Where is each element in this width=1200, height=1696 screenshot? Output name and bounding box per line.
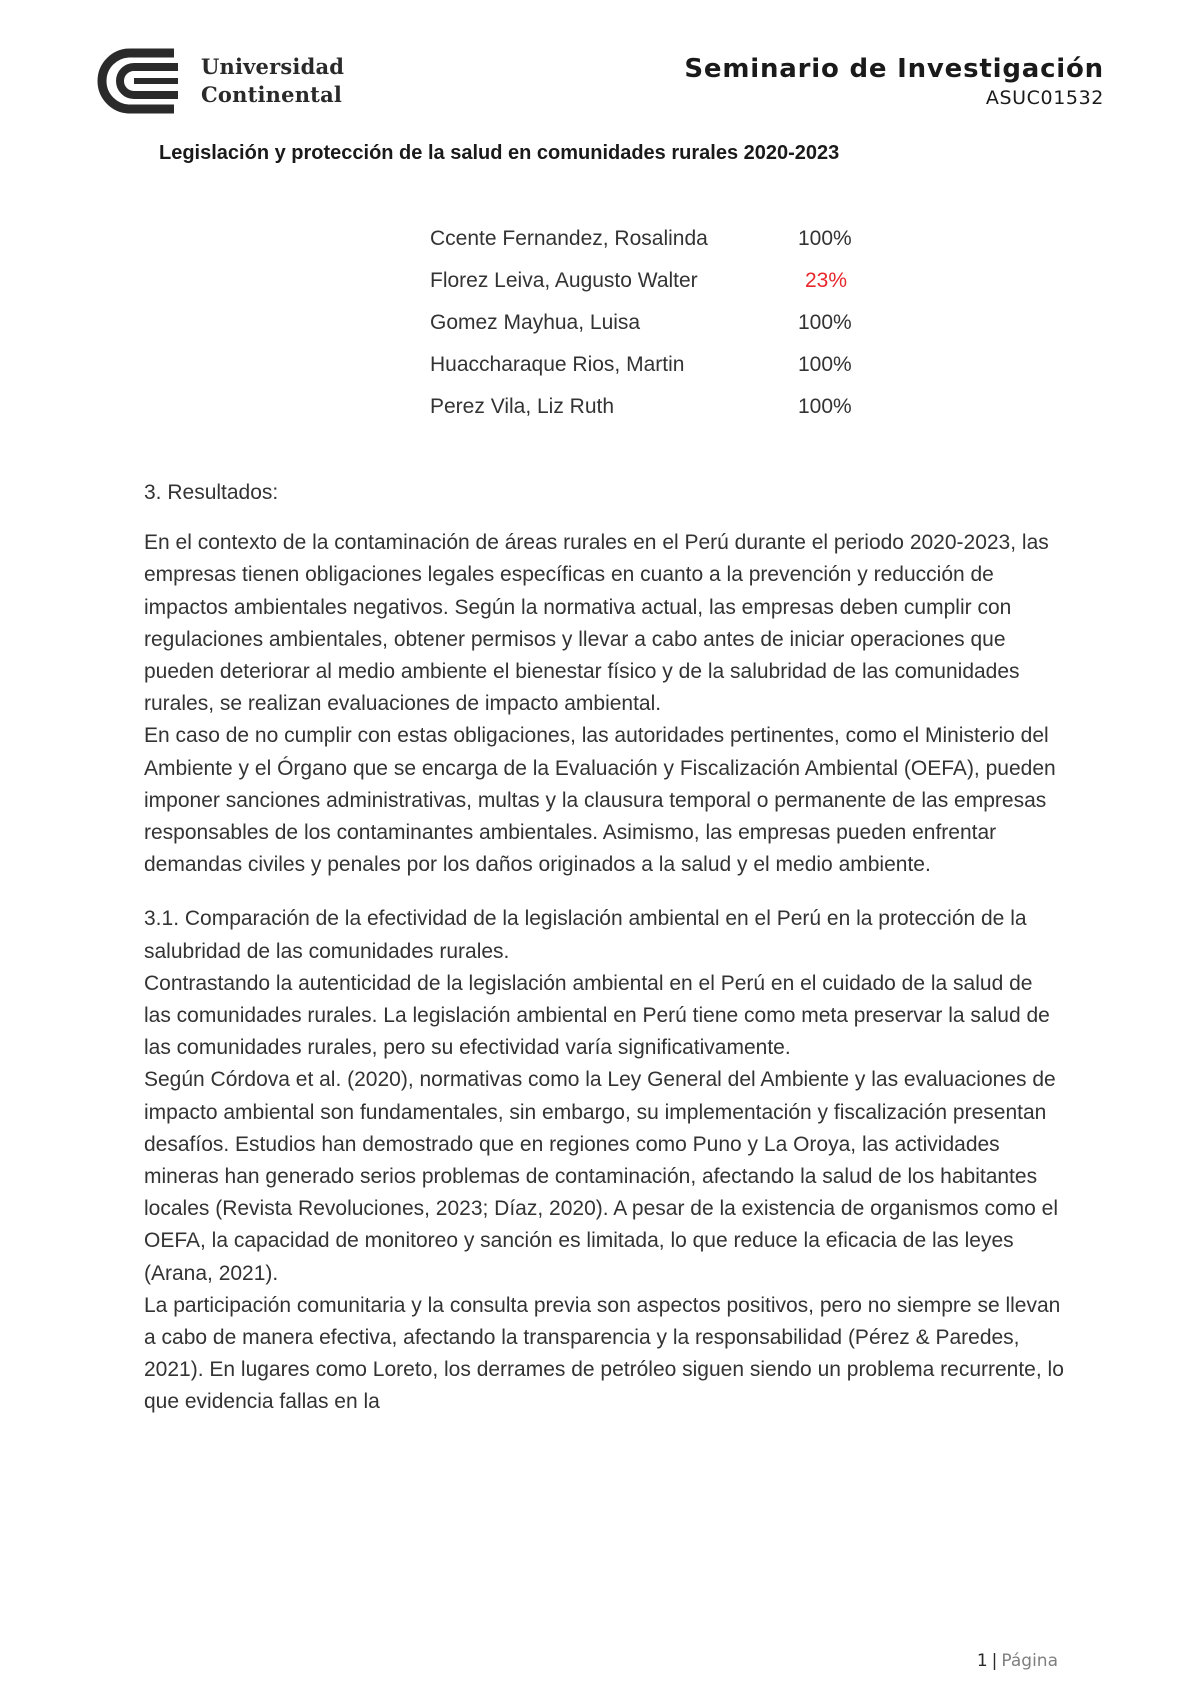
page-label: Página [1001,1651,1058,1671]
member-row [430,302,852,344]
document-body [144,477,1064,1419]
logo-line-2: Continental [201,82,343,107]
member-percent: 100% [798,227,852,250]
logo-line-1: Universidad [201,54,345,79]
paragraph-participation: La participación comunitaria y la consulta previa son aspectos positivos, pero no siempre se llevan a cabo de manera efectiva, afectando la transparencia y la responsabilidad (Pérez & Paredes, 2021). En lugares como Loreto, los derrames de petróleo siguen siendo un problema recurrente, lo que evidencia fallas en la [144,1293,1064,1414]
member-percent-highlighted: 23% [805,269,848,292]
member-percent: 100% [798,311,852,334]
logo-wordmark [201,53,344,109]
member-row [430,386,852,428]
members-table [430,218,852,428]
member-percent: 100% [798,395,852,418]
paragraph-sanctions: En caso de no cumplir con estas obligaciones, las autoridades pertinentes, como el Ministerio del Ambiente y el Órgano que se encarga de la Evaluación y Fiscalización Ambiental (OEFA), pueden imponer sanciones administrativas, multas y la clausura temporal o permanente de las empresas responsables de los contaminantes ambientales. Asimismo, las empresas pueden enfrentar demandas civiles y penales por los daños originados a la salud y el medio ambiente. [144,724,1056,877]
document-title: Legislación y protección de la salud en comunidades rurales 2020-2023 [159,142,840,164]
member-row [430,344,852,386]
paragraph-context: En el contexto de la contaminación de áreas rurales en el Perú durante el periodo 2020-2023, las empresas tienen obligaciones legales específicas en cuanto a la prevención y reducción de impactos ambientales negativos. Según la normativa actual, las empresas deben cumplir con regulaciones ambientales, obtener permisos y llevar a cabo antes de iniciar operaciones que pueden deteriorar al medio ambiente el bienestar físico y de la salubridad de las comunidades rurales, se realizan evaluaciones de impacto ambiental. [144,531,1049,716]
member-row [430,218,852,260]
member-name: Perez Vila, Liz Ruth [430,395,615,418]
paragraph-cordova: Según Córdova et al. (2020), normativas como la Ley General del Ambiente y las evaluaciones de impacto ambiental son fundamentales, sin embargo, su implementación y fiscalización presentan desafíos. Estudios han demostrado que en regiones como Puno y La Oroya, las actividades mineras han generado serios problemas de contaminación, afectando la salud de los habitantes locales (Revista Revoluciones, 2023; Díaz, 2020). A pesar de la existencia de organismos como el OEFA, la capacidad de monitoreo y sanción es limitada, lo que reduce la eficacia de las leyes (Arana, 2021). [144,1068,1058,1285]
member-percent: 100% [798,353,852,376]
course-title: Seminario de Investigación [684,54,1104,84]
footer-separator: | [991,1651,998,1671]
member-name: Gomez Mayhua, Luisa [430,311,641,334]
member-row [430,260,852,302]
member-name: Ccente Fernandez, Rosalinda [430,227,708,250]
member-name: Florez Leiva, Augusto Walter [430,269,698,292]
course-header [684,52,1104,110]
page-footer [977,1651,1058,1671]
member-name: Huaccharaque Rios, Martin [430,353,685,376]
paragraph-contrast: Contrastando la autenticidad de la legislación ambiental en el Perú en el cuidado de la salud de las comunidades rurales. La legislación ambiental en Perú tiene como meta preservar la salud de las comunidades rurales, pero su efectividad varía significativamente. [144,971,1050,1060]
course-code: ASUC01532 [985,87,1104,109]
section-subheading: 3.1. Comparación de la efectividad de la legislación ambiental en el Perú en la protección de la salubridad de las comunidades rurales. [144,907,1027,963]
results-heading: 3. Resultados: [144,481,279,504]
page-number: 1 [976,1651,988,1671]
university-logo [94,45,354,117]
university-continental-logo-icon [94,45,186,117]
